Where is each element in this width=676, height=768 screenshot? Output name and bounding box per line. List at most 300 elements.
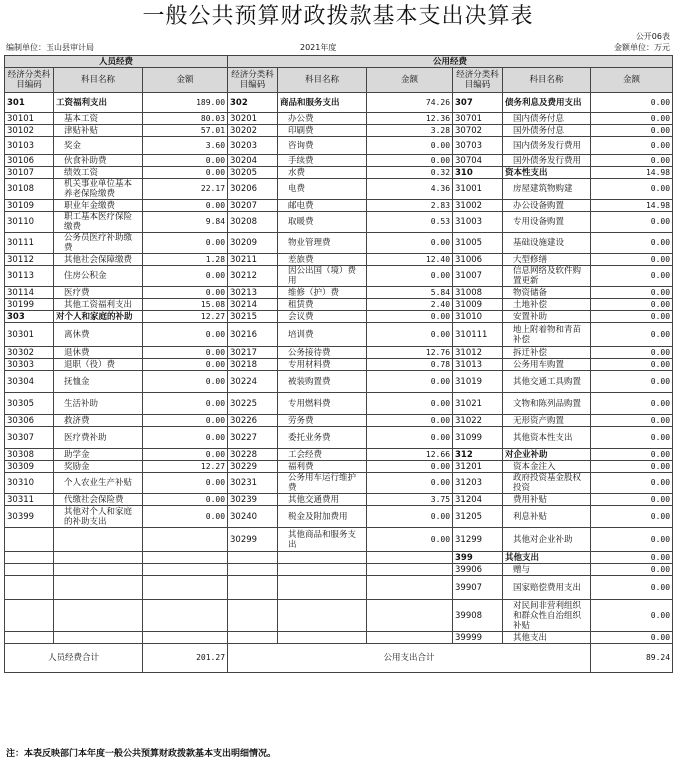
table-row [5,266,673,287]
cell-name: 奖励金 [54,461,143,473]
cell-name: 助学金 [54,449,143,461]
cell-name: 公务接待费 [278,347,367,359]
cell-name: 商品和服务支出 [278,93,367,113]
cell-name: 赠与 [503,564,591,576]
cell-code: 30240 [228,506,278,528]
cell-code: 31010 [453,311,503,323]
cell-amount [143,528,228,552]
expenditure-table [4,55,673,673]
cell-code: 30308 [5,449,54,461]
cell-amount [143,564,228,576]
cell-amount: 0.00 [143,233,228,254]
cell-code: 30214 [228,299,278,311]
cell-name: 资本性支出 [503,167,591,179]
cell-amount: 0.32 [367,167,453,179]
table-row [5,359,673,371]
cell-code: 307 [453,93,503,113]
cell-amount: 0.00 [367,473,453,494]
cell-code: 30307 [5,427,54,449]
cell-name: 租赁费 [278,299,367,311]
cell-amount [143,576,228,600]
section-public: 公用经费 [228,56,673,68]
cell-name: 国内债务发行费用 [503,137,591,155]
table-row [5,155,673,167]
public-total-amount: 89.24 [591,644,673,673]
public-total-label: 公用支出合计 [228,644,591,673]
cell-code: 30101 [5,113,54,125]
cell-name: 其他对个人和家庭的补助支出 [54,506,143,528]
cell-code: 31006 [453,254,503,266]
table-row [5,125,673,137]
cell-name: 职业年金缴费 [54,200,143,212]
cell-amount [143,552,228,564]
cell-name [278,576,367,600]
table-row [5,299,673,311]
cell-code: 30215 [228,311,278,323]
cell-code: 31009 [453,299,503,311]
cell-amount: 0.00 [591,359,673,371]
cell-code: 30216 [228,323,278,347]
cell-amount [367,564,453,576]
cell-code [228,564,278,576]
cell-amount: 0.53 [367,212,453,233]
cell-name: 职工基本医疗保险缴费 [54,212,143,233]
cell-name [54,632,143,644]
cell-amount: 2.83 [367,200,453,212]
cell-name: 水费 [278,167,367,179]
cell-code: 30702 [453,125,503,137]
cell-code: 31007 [453,266,503,287]
cell-name: 绩效工资 [54,167,143,179]
cell-name: 公务用车购置 [503,359,591,371]
cell-name: 津贴补贴 [54,125,143,137]
cell-amount: 0.00 [591,461,673,473]
cell-name: 其他商品和服务支出 [278,528,367,552]
header-amount: 金额 [143,68,228,93]
cell-name: 债务利息及费用支出 [503,93,591,113]
table-note: 注：本表反映部门本年度一般公共预算财政拨款基本支出明细情况。 [6,749,277,759]
cell-code: 30225 [228,393,278,415]
cell-name: 工会经费 [278,449,367,461]
cell-amount: 0.00 [367,137,453,155]
cell-amount: 0.00 [143,371,228,393]
cell-amount: 0.00 [591,473,673,494]
table-row [5,461,673,473]
table-row [5,113,673,125]
cell-amount: 2.40 [367,299,453,311]
table-row [5,632,673,644]
cell-name: 办公设备购置 [503,200,591,212]
cell-code [5,564,54,576]
cell-code: 30228 [228,449,278,461]
cell-name [278,600,367,632]
table-row [5,167,673,179]
cell-name: 电费 [278,179,367,200]
cell-amount: 12.66 [367,449,453,461]
cell-amount: 74.26 [367,93,453,113]
cell-amount: 12.76 [367,347,453,359]
cell-amount: 0.00 [143,287,228,299]
cell-amount: 0.00 [591,564,673,576]
cell-code: 30109 [5,200,54,212]
cell-name: 土地补偿 [503,299,591,311]
cell-name: 国外债务发行费用 [503,155,591,167]
cell-amount: 0.00 [367,506,453,528]
cell-name: 取暖费 [278,212,367,233]
cell-name: 其他支出 [503,552,591,564]
cell-code: 30199 [5,299,54,311]
cell-code: 30108 [5,179,54,200]
cell-amount: 15.08 [143,299,228,311]
cell-code: 30302 [5,347,54,359]
cell-name: 被装购置费 [278,371,367,393]
cell-name [54,528,143,552]
cell-amount [143,600,228,632]
table-row [5,415,673,427]
cell-name: 抚恤金 [54,371,143,393]
table-row [5,506,673,528]
cell-code: 30209 [228,233,278,254]
cell-name: 安置补助 [503,311,591,323]
cell-code: 30205 [228,167,278,179]
cell-code: 312 [453,449,503,461]
cell-name: 代缴社会保险费 [54,494,143,506]
cell-code: 30204 [228,155,278,167]
cell-name: 地上附着物和青苗补偿 [503,323,591,347]
cell-name: 国内债务付息 [503,113,591,125]
cell-amount: 0.00 [591,600,673,632]
cell-name: 对民间非营利组织和群众性自治组织补贴 [503,600,591,632]
cell-code: 31201 [453,461,503,473]
cell-name: 专用设备购置 [503,212,591,233]
table-row [5,576,673,600]
cell-code: 30201 [228,113,278,125]
cell-code: 30111 [5,233,54,254]
cell-amount [143,632,228,644]
cell-code: 30103 [5,137,54,155]
personnel-total-amount: 201.27 [143,644,228,673]
cell-name: 救济费 [54,415,143,427]
cell-code: 31021 [453,393,503,415]
header-name: 科目名称 [278,68,367,93]
cell-amount: 0.00 [591,371,673,393]
cell-code: 31003 [453,212,503,233]
cell-code [228,632,278,644]
cell-code: 30107 [5,167,54,179]
cell-amount: 0.00 [591,311,673,323]
cell-code: 30701 [453,113,503,125]
cell-amount: 0.00 [143,473,228,494]
cell-amount: 0.00 [591,347,673,359]
cell-code: 31012 [453,347,503,359]
table-row [5,200,673,212]
cell-amount: 0.00 [591,632,673,644]
cell-code: 30703 [453,137,503,155]
cell-name: 机关事业单位基本养老保险缴费 [54,179,143,200]
cell-amount: 0.00 [591,113,673,125]
cell-amount: 12.36 [367,113,453,125]
table-row [5,552,673,564]
cell-amount: 14.98 [591,167,673,179]
cell-code: 31013 [453,359,503,371]
cell-amount: 0.00 [591,449,673,461]
cell-amount: 0.00 [591,93,673,113]
cell-name: 离休费 [54,323,143,347]
cell-code: 310 [453,167,503,179]
cell-code: 30227 [228,427,278,449]
cell-amount: 0.00 [143,266,228,287]
cell-amount: 0.00 [591,506,673,528]
cell-name: 公务用车运行维护费 [278,473,367,494]
cell-amount: 0.00 [143,506,228,528]
cell-code: 30231 [228,473,278,494]
cell-code [5,600,54,632]
cell-name: 税金及附加费用 [278,506,367,528]
cell-code: 31019 [453,371,503,393]
table-row [5,233,673,254]
cell-amount: 0.00 [143,200,228,212]
cell-name: 房屋建筑物购建 [503,179,591,200]
cell-amount: 5.84 [367,287,453,299]
cell-code: 30211 [228,254,278,266]
cell-code: 30299 [228,528,278,552]
cell-amount: 0.00 [143,347,228,359]
header-name: 科目名称 [503,68,591,93]
cell-code: 30113 [5,266,54,287]
cell-code: 30309 [5,461,54,473]
cell-amount: 0.00 [367,155,453,167]
cell-name [278,632,367,644]
cell-name: 国外债务付息 [503,125,591,137]
cell-code: 30217 [228,347,278,359]
cell-name: 拆迁补偿 [503,347,591,359]
cell-code: 31001 [453,179,503,200]
cell-amount: 0.00 [367,323,453,347]
cell-amount: 0.00 [591,494,673,506]
cell-code: 30102 [5,125,54,137]
cell-code: 30311 [5,494,54,506]
form-number: 公开06表 [635,32,670,41]
header-amount: 金额 [591,68,673,93]
cell-name: 费用补贴 [503,494,591,506]
header-name: 科目名称 [54,68,143,93]
cell-code [228,600,278,632]
cell-code: 30304 [5,371,54,393]
cell-code: 30213 [228,287,278,299]
cell-amount: 0.00 [591,299,673,311]
cell-amount [367,632,453,644]
cell-name: 大型修缮 [503,254,591,266]
cell-code: 30110 [5,212,54,233]
header-code: 经济分类科目编码 [5,68,54,93]
cell-code [228,552,278,564]
cell-amount: 0.00 [367,233,453,254]
cell-amount: 0.00 [591,287,673,299]
cell-amount: 0.00 [143,323,228,347]
cell-amount: 0.00 [591,528,673,552]
cell-name: 因公出国（境）费用 [278,266,367,287]
cell-amount: 12.27 [143,311,228,323]
table-row [5,311,673,323]
cell-name: 委托业务费 [278,427,367,449]
cell-name: 其他工资福利支出 [54,299,143,311]
table-row [5,254,673,266]
cell-amount: 0.00 [367,415,453,427]
cell-name: 基本工资 [54,113,143,125]
cell-amount: 0.00 [143,393,228,415]
cell-name: 劳务费 [278,415,367,427]
cell-name: 维修（护）费 [278,287,367,299]
cell-code: 39906 [453,564,503,576]
cell-name: 医疗费 [54,287,143,299]
cell-name: 专用材料费 [278,359,367,371]
cell-name: 政府投资基金股权投资 [503,473,591,494]
cell-name [54,552,143,564]
cell-name [278,564,367,576]
cell-code: 31204 [453,494,503,506]
cell-amount: 0.00 [367,371,453,393]
table-row [5,212,673,233]
cell-code: 301 [5,93,54,113]
cell-code: 31099 [453,427,503,449]
cell-amount: 80.03 [143,113,228,125]
cell-amount: 0.00 [143,494,228,506]
cell-amount: 1.28 [143,254,228,266]
cell-amount: 12.27 [143,461,228,473]
cell-code: 30203 [228,137,278,155]
cell-code: 30202 [228,125,278,137]
cell-code: 31008 [453,287,503,299]
cell-name: 伙食补助费 [54,155,143,167]
cell-code [228,576,278,600]
table-row [5,137,673,155]
header-code: 经济分类科目编码 [453,68,503,93]
cell-name: 文物和陈列品购置 [503,393,591,415]
cell-code: 31005 [453,233,503,254]
cell-amount: 0.00 [591,552,673,564]
cell-code: 30112 [5,254,54,266]
cell-code: 31299 [453,528,503,552]
cell-code: 30206 [228,179,278,200]
cell-name: 对个人和家庭的补助 [54,311,143,323]
cell-name: 个人农业生产补贴 [54,473,143,494]
cell-code: 30226 [228,415,278,427]
table-row [5,393,673,415]
cell-amount [367,600,453,632]
table-row [5,287,673,299]
cell-name: 医疗费补助 [54,427,143,449]
cell-code: 30114 [5,287,54,299]
cell-name: 生活补助 [54,393,143,415]
report-title: 一般公共预算财政拨款基本支出决算表 [142,4,534,29]
cell-name: 培训费 [278,323,367,347]
cell-code: 30212 [228,266,278,287]
cell-code: 30310 [5,473,54,494]
cell-code: 39999 [453,632,503,644]
amount-unit: 金额单位：万元 [614,43,670,52]
cell-name: 退休费 [54,347,143,359]
cell-amount: 189.00 [143,93,228,113]
cell-code [5,576,54,600]
cell-name: 公务员医疗补助缴费 [54,233,143,254]
table-row [5,600,673,632]
cell-amount: 0.00 [591,254,673,266]
cell-amount: 12.40 [367,254,453,266]
cell-name: 退职（役）费 [54,359,143,371]
cell-amount: 0.00 [591,576,673,600]
cell-code: 31205 [453,506,503,528]
cell-code: 30399 [5,506,54,528]
header-amount: 金额 [367,68,453,93]
cell-code [5,552,54,564]
table-row [5,494,673,506]
cell-amount: 0.00 [367,461,453,473]
cell-code: 30301 [5,323,54,347]
cell-name [278,552,367,564]
cell-code: 30208 [228,212,278,233]
cell-name: 福利费 [278,461,367,473]
cell-name: 住房公积金 [54,266,143,287]
cell-name: 差旅费 [278,254,367,266]
cell-code: 302 [228,93,278,113]
cell-amount: 0.00 [367,311,453,323]
table-row [5,323,673,347]
cell-code: 30207 [228,200,278,212]
cell-name: 其他资本性支出 [503,427,591,449]
cell-name: 无形资产购置 [503,415,591,427]
cell-amount: 0.00 [591,233,673,254]
cell-name: 手续费 [278,155,367,167]
cell-name [54,564,143,576]
cell-name: 工资福利支出 [54,93,143,113]
cell-amount: 0.00 [143,449,228,461]
cell-name: 奖金 [54,137,143,155]
cell-amount: 4.36 [367,179,453,200]
cell-amount: 3.28 [367,125,453,137]
cell-amount: 3.60 [143,137,228,155]
cell-name: 咨询费 [278,137,367,155]
cell-amount: 0.00 [143,415,228,427]
cell-code: 30224 [228,371,278,393]
cell-amount: 0.00 [591,266,673,287]
cell-amount: 0.00 [367,266,453,287]
cell-name: 其他支出 [503,632,591,644]
cell-code: 399 [453,552,503,564]
cell-amount [367,552,453,564]
cell-amount: 0.00 [591,427,673,449]
cell-code: 30239 [228,494,278,506]
cell-amount: 14.98 [591,200,673,212]
cell-amount: 22.17 [143,179,228,200]
cell-code [5,632,54,644]
cell-code: 39908 [453,600,503,632]
cell-name: 基础设施建设 [503,233,591,254]
cell-code: 30106 [5,155,54,167]
cell-amount [367,576,453,600]
cell-name: 物业管理费 [278,233,367,254]
table-row [5,449,673,461]
cell-code: 310111 [453,323,503,347]
cell-name: 物资储备 [503,287,591,299]
cell-name: 对企业补助 [503,449,591,461]
cell-code: 30218 [228,359,278,371]
cell-amount: 3.75 [367,494,453,506]
table-row [5,473,673,494]
cell-name [54,600,143,632]
cell-code: 30303 [5,359,54,371]
cell-name [54,576,143,600]
cell-code: 303 [5,311,54,323]
